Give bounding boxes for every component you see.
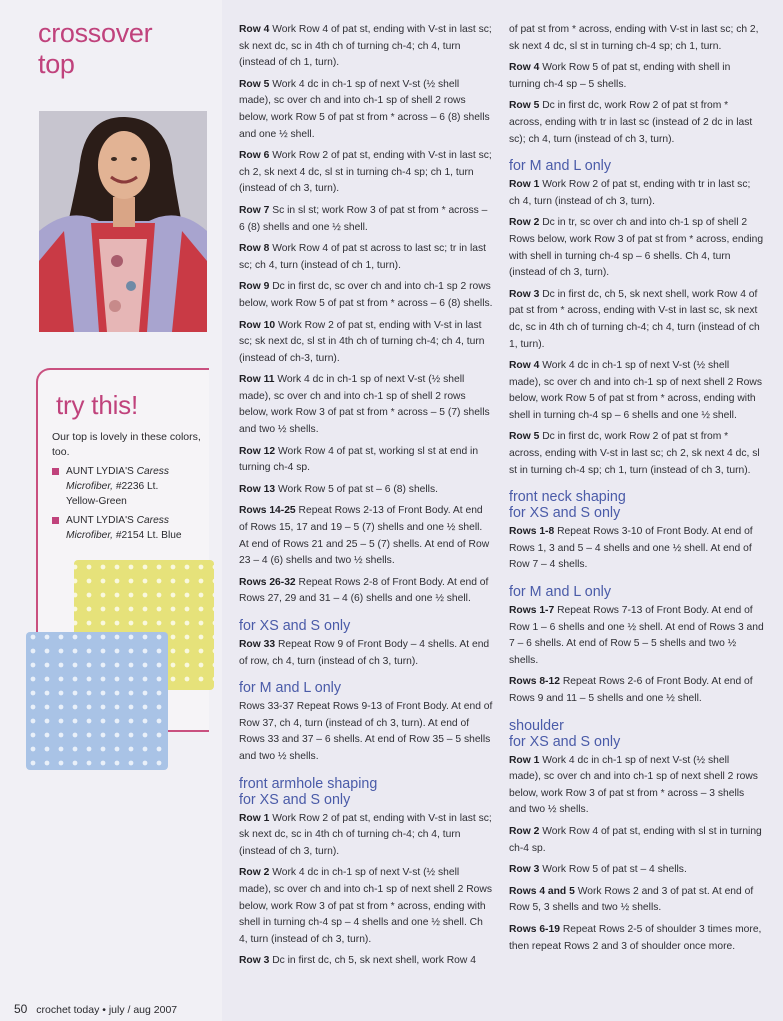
section-heading-line: front armhole shaping — [239, 775, 378, 792]
row-text: Dc in first dc, work Row 2 of pat st from * across, ending with V-st in last sc; ch 2, sk next 4 dc, sl st in turning ch-4 sp; ch 1, turn (instead of ch 3, turn). — [509, 431, 760, 476]
section-heading-line: for XS and S only — [509, 733, 621, 750]
row-label: Rows 1-8 — [509, 526, 555, 538]
yarn-brand: AUNT LYDIA'S — [66, 515, 134, 526]
instruction-row — [239, 444, 494, 477]
row-text: Work Row 4 of pat st across to last sc; tr in last sc; ch 4, turn (instead of ch 1, turn). — [239, 243, 487, 271]
row-text: Work 4 dc in ch-1 sp of next V-st (½ shell made), sc over ch and into ch-1 sp of shell 2 rows below, work Row 5 of pat st from * across – 6 (8) shells and one ½ shell. — [239, 78, 490, 140]
yarn-list — [52, 464, 204, 547]
section-subheading: for M and L only — [509, 584, 611, 601]
row-label: Row 1 — [509, 179, 540, 191]
yarn-color-code: #2236 Lt. — [115, 481, 159, 492]
instruction-row — [239, 637, 494, 670]
row-text: Work Row 4 of pat st, ending with V-st in last sc; sk next dc, sc in 4th ch of turning ch-4; ch 4, turn (instead of ch 1, turn). — [239, 24, 492, 69]
row-text: Rows 33-37 Repeat Rows 9-13 of Front Body. At end of Row 37, ch 4, turn (instead of ch 3, turn). At end of Rows 33 and 37 – 6 shells. At end of Row 35 – 5 shells and two ½ shells. — [239, 701, 493, 762]
row-text: of pat st from * across, ending with V-st in last sc; ch 2, sk next 4 dc, sl st in turning ch-4 sp; ch 1, turn. — [509, 24, 759, 52]
square-bullet-icon — [52, 517, 59, 524]
instruction-row — [509, 287, 764, 353]
row-label: Row 10 — [239, 319, 276, 331]
yarn-brand: AUNT LYDIA'S — [66, 466, 134, 477]
instruction-row — [239, 482, 494, 499]
magazine-issue: crochet today • july / aug 2007 — [36, 1004, 178, 1016]
row-text: Repeat Row 9 of Front Body – 4 shells. At end of row, ch 4, turn (instead of ch 3, turn). — [239, 639, 490, 667]
row-text: Repeat Rows 3-10 of Front Body. At end of Rows 1, 3 and 5 – 4 shells and one ½ shell. At end of Row 7 – 4 shells. — [509, 526, 753, 571]
row-text: Work 4 dc in ch-1 sp of next V-st (½ shell made), sc over ch and into ch-1 sp of next shell 2 Rows below, work Row 3 of pat st from * across, ending with shell in turning ch-4 sp – 4 shells and one ½ shell. Ch 4, turn (instead of ch 3, turn). — [239, 867, 492, 945]
instruction-row — [509, 922, 764, 955]
try-this-intro: Our top is lovely in these colors, too. — [52, 431, 201, 458]
yarn-name: Caress — [136, 515, 169, 526]
instruction-row — [509, 674, 764, 707]
row-text: Repeat Rows 2-13 of Front Body. At end of Rows 15, 17 and 19 – 5 (7) shells and one ½ shell. At end of Rows 21 and 25 – 5 (7) shells. At end of Row 23 – 4 (6) shells and two ½ shells. — [239, 505, 490, 567]
instruction-row — [509, 753, 764, 819]
instruction-row — [239, 318, 494, 368]
page-footer — [14, 1002, 177, 1016]
row-label: Row 3 — [509, 864, 540, 876]
instruction-row — [509, 215, 764, 281]
row-text: Work Rows 2 and 3 of pat st. At end of Row 5, 3 shells and two ½ shells. — [509, 885, 754, 914]
section-heading-line: shoulder — [509, 717, 564, 734]
row-text: Sc in sl st; work Row 3 of pat st from * across – 6 (8) shells and one ½ shell. — [239, 204, 488, 233]
row-text: Work Row 5 of pat st, ending with shell in turning ch-4 sp – 5 shells. — [509, 62, 731, 90]
row-text: Work 4 dc in ch-1 sp of next V-st (½ shell made), sc over ch and into ch-1 sp of next shell 2 rows below, work Row 3 of pat st from * across – 3 shells and two ½ shells. — [509, 754, 758, 816]
row-text: Work Row 5 of pat st – 4 shells. — [542, 864, 687, 876]
row-text: Dc in first dc, sc over ch and into ch-1 sp 2 rows below, work Row 5 of pat st from * across – 6 (8) shells. — [239, 281, 493, 309]
row-label: Row 4 — [239, 24, 270, 35]
yarn-swatches — [26, 560, 216, 780]
text-column-2 — [509, 22, 764, 960]
section-subheading: for XS and S only — [239, 618, 351, 634]
instruction-row — [509, 358, 764, 424]
instruction-row — [239, 575, 494, 608]
row-text: Work Row 5 of pat st – 6 (8) shells. — [277, 483, 438, 495]
row-text: Work Row 4 of pat st, working sl st at end in turning ch-4 sp. — [239, 445, 479, 474]
row-text: Work 4 dc in ch-1 sp of next V-st (½ shell made), sc over ch and into ch-1 sp of shell 2 rows below, work Row 3 of pat st from * across – 5 (7) shells and two ½ shells. — [239, 374, 490, 436]
instruction-row — [509, 603, 764, 669]
row-label: Row 3 — [509, 288, 540, 300]
yarn-type: Microfiber, — [66, 481, 113, 492]
instruction-row — [239, 241, 494, 274]
row-label: Rows 1-7 — [509, 605, 555, 617]
yarn-color-code: #2154 Lt. Blue — [115, 530, 182, 541]
text-column-1 — [239, 22, 494, 975]
instruction-row — [239, 953, 494, 970]
page-number: 50 — [14, 1002, 28, 1016]
row-label: Row 8 — [239, 243, 270, 255]
instruction-row — [239, 22, 494, 72]
instruction-row — [509, 862, 764, 879]
yarn-name: Caress — [136, 466, 169, 477]
model-photo — [39, 111, 207, 332]
row-text: Work Row 4 of pat st, ending with sl st in turning ch-4 sp. — [509, 825, 762, 854]
instruction-row — [509, 60, 764, 93]
try-this-heading: try this! — [56, 390, 138, 420]
row-text: Repeat Rows 2-8 of Front Body. At end of Rows 27, 29 and 31 – 4 (6) shells and one ½ shell. — [239, 576, 489, 605]
row-text: Repeat Rows 2-5 of shoulder 3 times more, then repeat Rows 2 and 3 of shoulder once more. — [509, 923, 762, 952]
row-label: Row 2 — [239, 867, 270, 879]
row-label: Rows 6-19 — [509, 923, 560, 935]
instruction-row — [239, 865, 494, 948]
row-label: Rows 8-12 — [509, 676, 560, 688]
instruction-row — [239, 77, 494, 143]
instruction-row — [239, 811, 494, 861]
pattern-title — [38, 18, 152, 80]
row-text: Repeat Rows 7-13 of Front Body. At end of Row 1 – 6 shells and one ½ shell. At end of Rows 3 and 7 – 6 shells. At end of Row 5 – 5 shells and two ½ shells. — [509, 605, 764, 666]
instruction-row — [509, 824, 764, 857]
instruction-row — [509, 22, 764, 55]
row-text: Work Row 2 of pat st, ending with V-st in last sc; sk next dc, sc in 4th ch of turning ch-4; ch 4, turn (instead of ch 3, turn). — [239, 812, 492, 857]
row-label: Row 5 — [509, 100, 540, 112]
section-heading — [239, 776, 494, 808]
instruction-row — [239, 203, 494, 236]
row-text: Dc in first dc, work Row 2 of pat st from * across, ending with tr in last sc (instead of 2 dc in last sc); ch 4, turn (instead of ch 3, turn). — [509, 100, 753, 145]
section-heading — [509, 718, 764, 750]
row-label: Row 1 — [509, 754, 540, 766]
row-text: Work Row 2 of pat st, ending with tr in last sc; ch 4, turn (instead of ch 3, turn). — [509, 179, 751, 207]
row-text: Work Row 2 of pat st, ending with V-st in last sc; ch 2, sk next 4 dc, sl st in turning ch-4 sp; ch 1, turn (instead of ch 3, turn). — [239, 150, 492, 195]
row-label: Row 6 — [239, 150, 270, 162]
instruction-row — [239, 372, 494, 438]
row-label: Row 3 — [239, 955, 270, 967]
list-item — [52, 513, 204, 543]
instruction-row — [509, 177, 764, 210]
row-label: Rows 4 and 5 — [509, 885, 575, 897]
section-subheading: for M and L only — [509, 158, 611, 175]
row-label: Row 33 — [239, 639, 276, 650]
row-label: Row 2 — [509, 217, 540, 229]
instruction-row — [509, 98, 764, 148]
row-label: Row 5 — [509, 431, 540, 443]
row-label: Row 4 — [509, 62, 540, 74]
instruction-row — [239, 279, 494, 312]
row-text: Dc in first dc, ch 5, sk next shell, work Row 4 — [272, 955, 476, 967]
row-label: Row 5 — [239, 78, 270, 90]
square-bullet-icon — [52, 468, 59, 475]
row-label: Row 9 — [239, 281, 270, 293]
row-label: Row 1 — [239, 812, 270, 824]
section-heading-line: front neck shaping — [509, 489, 626, 506]
instruction-row — [239, 148, 494, 198]
left-sidebar — [0, 0, 222, 1021]
row-text: Work Row 2 of pat st, ending with V-st in last sc; sk next dc, sl st in 4th ch of turning ch-4; ch 4, turn (instead of ch-3, turn). — [239, 319, 485, 364]
row-text: Work 4 dc in ch-1 sp of next V-st (½ shell made), sc over ch and into ch-1 sp of next shell 2 Rows below, work Row 5 of pat st from * across, ending with shell in turning ch-4 sp – 6 shells and one ½ shell. — [509, 360, 762, 421]
yarn-color-name: Yellow-Green — [66, 496, 127, 507]
title-line-1: crossover — [38, 18, 153, 48]
list-item — [52, 464, 204, 509]
row-label: Row 12 — [239, 445, 276, 457]
row-label: Row 13 — [239, 483, 276, 495]
row-label: Row 2 — [509, 825, 540, 837]
title-line-2: top — [38, 49, 75, 79]
instruction-row — [509, 429, 764, 479]
row-text: Dc in tr, sc over ch and into ch-1 sp of shell 2 Rows below, work Row 3 of pat st from * across, ending with shell in turning ch-4 sp – 6 shells. Ch 4, turn (instead of ch 3, turn). — [509, 217, 764, 279]
instruction-row — [509, 884, 764, 917]
section-heading — [509, 489, 764, 521]
instruction-row — [509, 524, 764, 574]
instruction-row — [239, 503, 494, 569]
row-text: Dc in first dc, ch 5, sk next shell, work Row 4 of pat st from * across, ending with V-st in last sc, sk next dc, sc in 4th ch of turning ch-4; ch 4, turn (instead of ch 1, turn). — [509, 288, 760, 350]
section-subheading: for M and L only — [239, 680, 341, 697]
yarn-type: Microfiber, — [66, 530, 113, 541]
section-heading-line: for XS and S only — [239, 791, 351, 808]
try-this-box — [36, 368, 209, 732]
row-label: Row 11 — [239, 374, 275, 386]
instruction-row — [239, 699, 494, 765]
section-heading-line: for XS and S only — [509, 505, 621, 522]
row-text: Repeat Rows 2-6 of Front Body. At end of Rows 9 and 11 – 5 shells and one ½ shell. — [509, 676, 753, 704]
row-label: Row 7 — [239, 204, 270, 216]
row-label: Row 4 — [509, 360, 540, 372]
row-label: Rows 26-32 — [239, 576, 296, 588]
row-label: Rows 14-25 — [239, 505, 296, 517]
